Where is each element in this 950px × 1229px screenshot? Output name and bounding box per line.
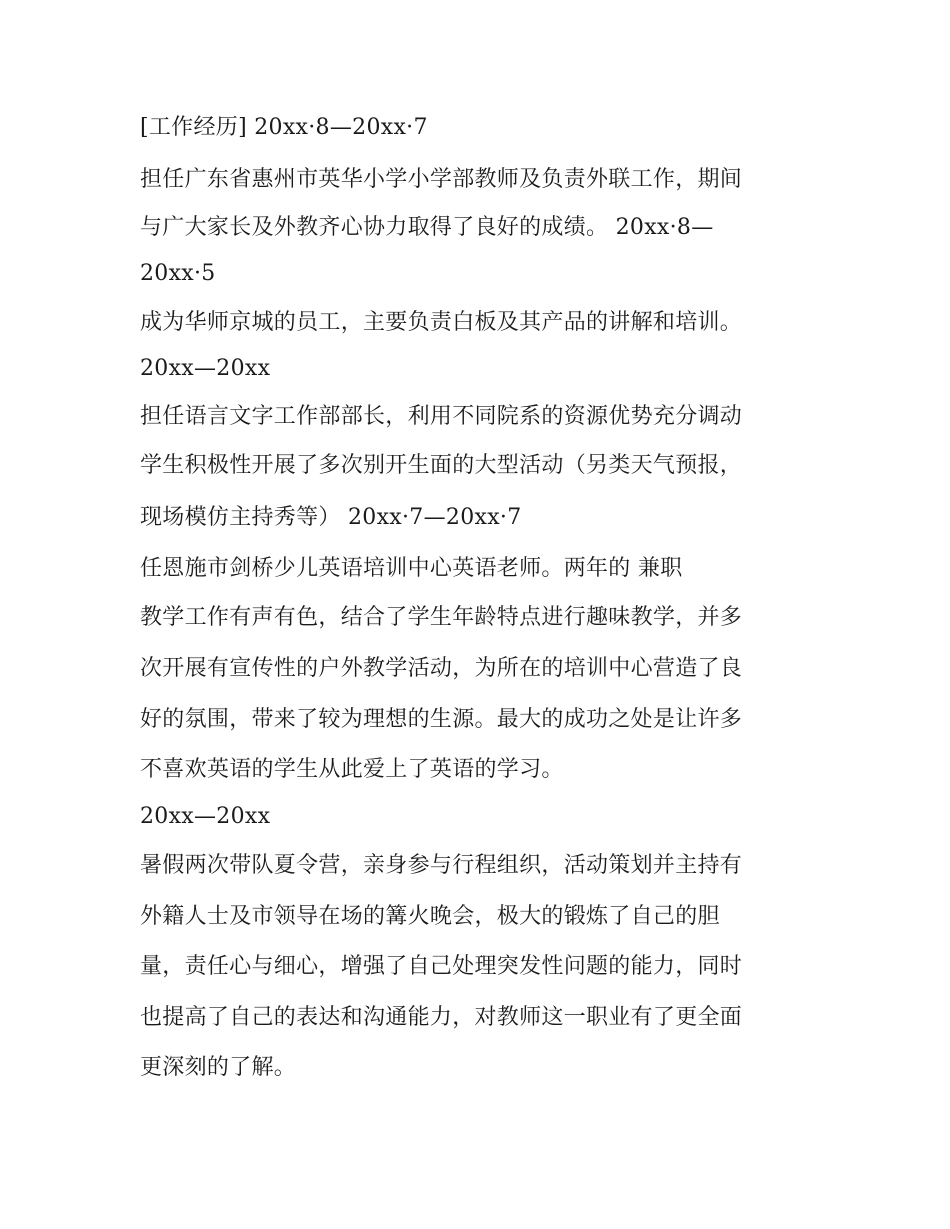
text-line: 更深刻的了解。 xyxy=(140,1055,297,1080)
text-line: 与广大家长及外教齐心协力取得了良好的成绩。 20xx·8— xyxy=(140,215,714,240)
text-line: 好的氛围，带来了较为理想的生源。最大的成功之处是让许多 xyxy=(140,707,743,732)
text-line: 暑假两次带队夏令营，亲身参与行程组织，活动策划并主持有 xyxy=(140,853,743,878)
text-line: 现场模仿主持秀等） 20xx·7—20xx·7 xyxy=(140,505,522,530)
text-line: 教学工作有声有色，结合了学生年龄特点进行趣味教学，并多 xyxy=(140,605,743,630)
text-line-date: 20xx—20xx xyxy=(140,804,271,829)
text-line: 担任语言文字工作部部长，利用不同院系的资源优势充分调动 xyxy=(140,404,743,429)
text-line: 外籍人士及市领导在场的篝火晚会，极大的锻炼了自己的胆 xyxy=(140,904,720,929)
text-line: 成为华师京城的员工，主要负责白板及其产品的讲解和培训。 xyxy=(140,310,743,335)
text-line: 也提高了自己的表达和沟通能力，对教师这一职业有了更全面 xyxy=(140,1005,743,1030)
text-line-work-history-heading: [工作经历] 20xx·8—20xx·7 xyxy=(140,115,428,140)
text-line-date: 20xx—20xx xyxy=(140,356,271,381)
text-line: 不喜欢英语的学生从此爱上了英语的学习。 xyxy=(140,757,564,782)
text-line: 担任广东省惠州市英华小学小学部教师及负责外联工作，期间 xyxy=(140,167,743,192)
text-line: 次开展有宣传性的户外教学活动，为所在的培训中心营造了良 xyxy=(140,656,743,681)
text-line-date: 20xx·5 xyxy=(140,261,216,286)
text-line: 任恩施市剑桥少儿英语培训中心英语老师。两年的 兼职 xyxy=(140,556,683,581)
text-line: 学生积极性开展了多次别开生面的大型活动（另类天气预报， xyxy=(140,453,743,478)
text-line: 量，责任心与细心，增强了自己处理突发性问题的能力，同时 xyxy=(140,954,743,979)
